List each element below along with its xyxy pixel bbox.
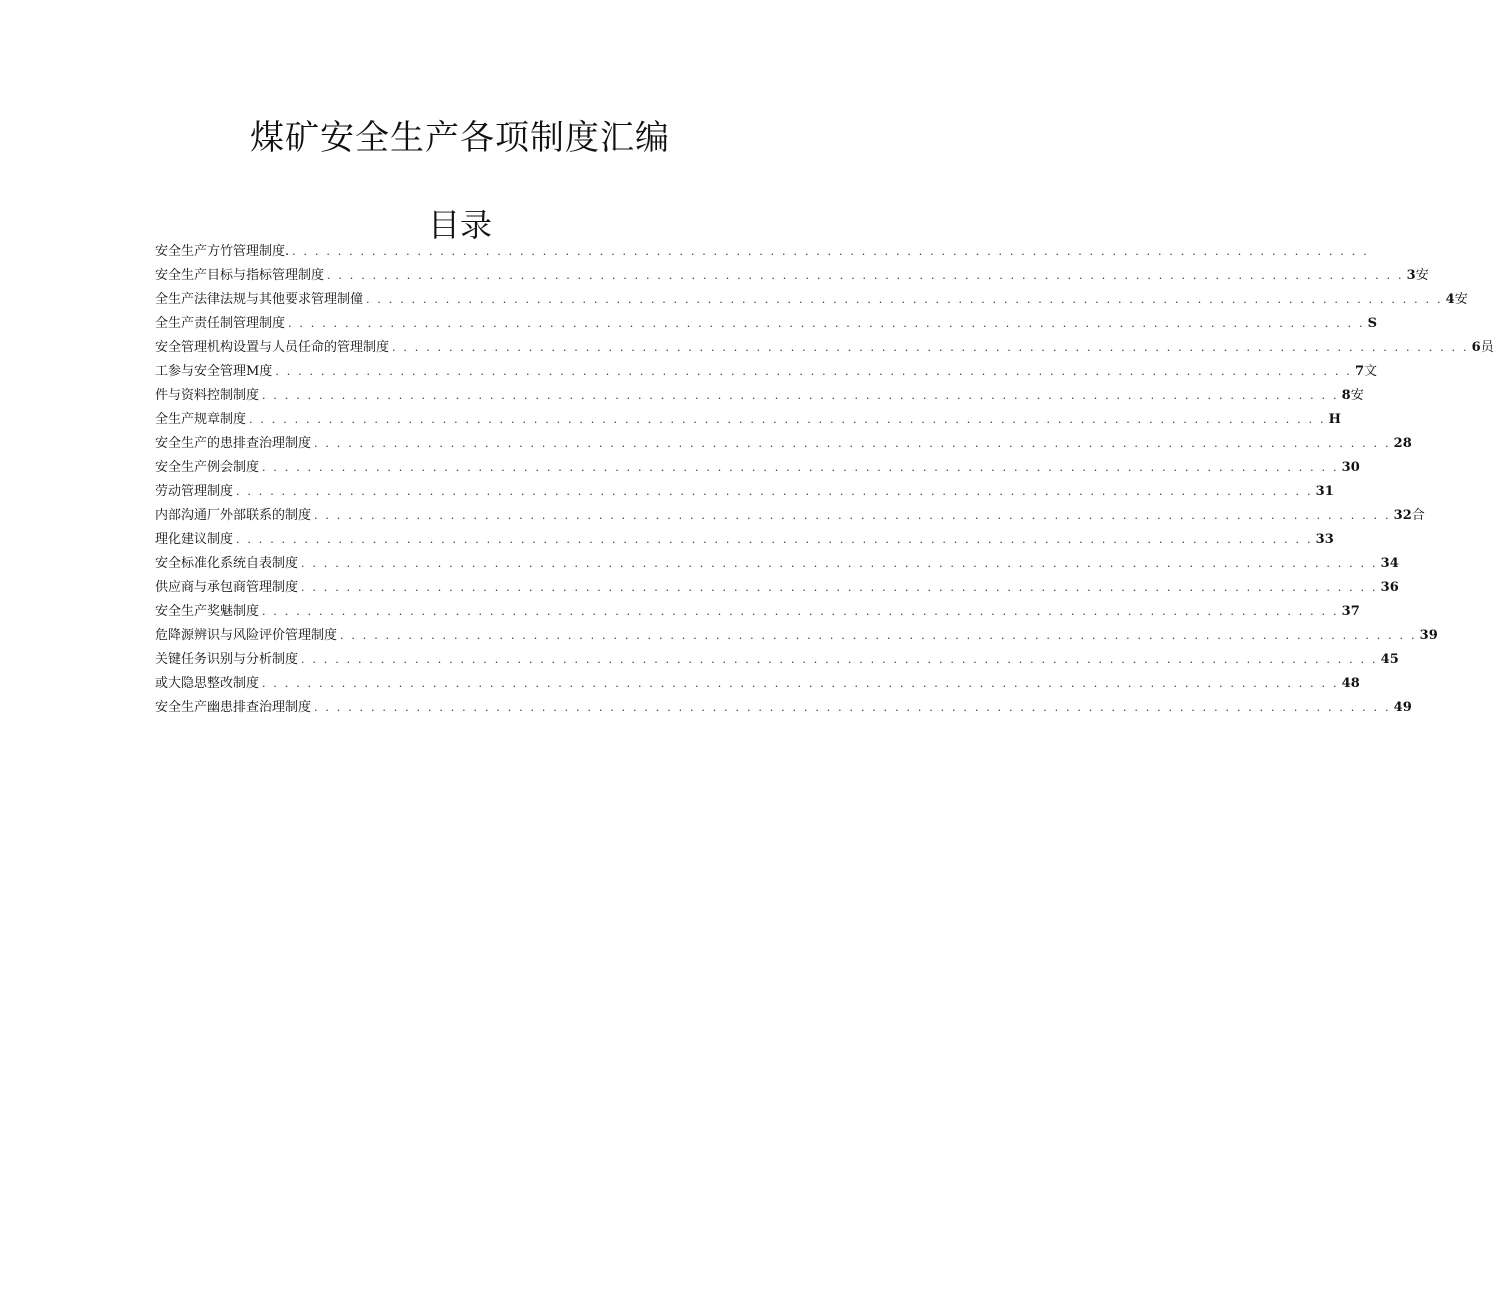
toc-entry[interactable]: [155, 360, 1378, 384]
toc-entry-title: 安全生产奖魅制度: [155, 604, 260, 619]
toc-page-number: 4: [1445, 292, 1455, 307]
toc-entry[interactable]: [155, 648, 1399, 672]
toc-entry[interactable]: [155, 624, 1438, 648]
toc-leader-dots: . . . . . . . . . . . . . . . . . . . . . . . . . . . . . . . . . . . . . . . . . . . . . . . . . . . . . . . . . . . . . . . . . . . . . . . . . . . . . . . . . . . . . . . . . . . . . . .: [262, 461, 1339, 474]
toc-leader-dots: . . . . . . . . . . . . . . . . . . . . . . . . . . . . . . . . . . . . . . . . . . . . . . . . . . . . . . . . . . . . . . . . . . . . . . . . . . . . . . . . . . . . . . . . . . . . . . .: [236, 533, 1313, 546]
toc-page-number: 3: [1406, 268, 1416, 283]
toc-entry-title: 安全生产目标与指标管理制度: [155, 268, 325, 283]
toc-page-number: 37: [1341, 604, 1360, 619]
toc-entry-title: 关键任务识别与分析制度: [155, 652, 299, 667]
toc-entry-title: 工参与安全管理M度: [155, 364, 273, 379]
toc-wrapped-text: 员: [1480, 340, 1494, 355]
toc-leader-dots: . . . . . . . . . . . . . . . . . . . . . . . . . . . . . . . . . . . . . . . . . . . . . . . . . . . . . . . . . . . . . . . . . . . . . . . . . . . . . . . . . . . . . . . . . . . . . . .: [392, 341, 1469, 354]
toc-entry[interactable]: [155, 408, 1341, 432]
toc-entry[interactable]: [155, 432, 1412, 456]
toc-leader-dots: . . . . . . . . . . . . . . . . . . . . . . . . . . . . . . . . . . . . . . . . . . . . . . . . . . . . . . . . . . . . . . . . . . . . . . . . . . . . . . . . . . . . . . . . . . . . . . .: [314, 509, 1391, 522]
toc-entry[interactable]: [155, 480, 1334, 504]
toc-entry-title: 劳动管理制度: [155, 484, 234, 499]
toc-page-number: 31: [1315, 484, 1334, 499]
toc-entry-title: 安全生产例会制度: [155, 460, 260, 475]
toc-leader-dots: . . . . . . . . . . . . . . . . . . . . . . . . . . . . . . . . . . . . . . . . . . . . . . . . . . . . . . . . . . . . . . . . . . . . . . . . . . . . . . . . . . . . . . . . . . . . . . .: [236, 485, 1313, 498]
toc-entry[interactable]: [155, 696, 1412, 720]
toc-page-number: 6: [1471, 340, 1481, 355]
toc-entry-title: 全生产法律法规与其他要求管理制僮: [155, 292, 364, 307]
toc-leader-dots: . . . . . . . . . . . . . . . . . . . . . . . . . . . . . . . . . . . . . . . . . . . . . . . . . . . . . . . . . . . . . . . . . . . . . . . . . . . . . . . . . . . . . . . . . . . . . . .: [249, 413, 1326, 426]
table-of-contents: [155, 240, 1494, 720]
toc-leader-dots: . . . . . . . . . . . . . . . . . . . . . . . . . . . . . . . . . . . . . . . . . . . . . . . . . . . . . . . . . . . . . . . . . . . . . . . . . . . . . . . . . . . . . . . . . . . . . . .: [262, 389, 1339, 402]
toc-leader-dots: . . . . . . . . . . . . . . . . . . . . . . . . . . . . . . . . . . . . . . . . . . . . . . . . . . . . . . . . . . . . . . . . . . . . . . . . . . . . . . . . . . . . . . . . . . . . . . .: [301, 653, 1378, 666]
toc-wrapped-text: 安: [1415, 268, 1429, 283]
toc-entry[interactable]: [155, 504, 1425, 528]
toc-heading: 目录: [427, 206, 492, 244]
toc-entry[interactable]: [155, 264, 1429, 288]
toc-entry-title: 全生产责任制管理制度: [155, 316, 286, 331]
toc-page-number: H: [1328, 412, 1341, 427]
toc-page-number: 32: [1393, 508, 1412, 523]
toc-leader-dots: . . . . . . . . . . . . . . . . . . . . . . . . . . . . . . . . . . . . . . . . . . . . . . . . . . . . . . . . . . . . . . . . . . . . . . . . . . . . . . . . . . . . . . . . . . . . . . .: [275, 365, 1352, 378]
toc-entry-title: 安全管理机构设置与人员任命的管理制度: [155, 340, 390, 355]
toc-leader-dots: . . . . . . . . . . . . . . . . . . . . . . . . . . . . . . . . . . . . . . . . . . . . . . . . . . . . . . . . . . . . . . . . . . . . . . . . . . . . . . . . . . . . . . . . . . . . . . .: [314, 437, 1391, 450]
toc-entry[interactable]: [155, 288, 1468, 312]
toc-page-number: 28: [1393, 436, 1412, 451]
toc-entry[interactable]: [155, 240, 1369, 264]
toc-entry[interactable]: [155, 576, 1399, 600]
toc-entry-title: 全生产规章制度: [155, 412, 247, 427]
toc-entry-title: 安全生产幽患排查治理制度: [155, 700, 312, 715]
toc-wrapped-text: 合: [1411, 508, 1425, 523]
toc-wrapped-text: 文: [1364, 364, 1378, 379]
toc-entry-title: 安全生产的患排查治理制度: [155, 436, 312, 451]
toc-leader-dots: . . . . . . . . . . . . . . . . . . . . . . . . . . . . . . . . . . . . . . . . . . . . . . . . . . . . . . . . . . . . . . . . . . . . . . . . . . . . . . . . . . . . . . . . . . . . . . .: [340, 629, 1417, 642]
toc-leader-dots: . . . . . . . . . . . . . . . . . . . . . . . . . . . . . . . . . . . . . . . . . . . . . . . . . . . . . . . . . . . . . . . . . . . . . . . . . . . . . . . . . . . . . . . . . . . . . . .: [292, 245, 1369, 258]
toc-entry-title: 危降源辨识与风险评价管理制度: [155, 628, 338, 643]
toc-page-number: 8: [1341, 388, 1351, 403]
toc-page-number: 34: [1380, 556, 1399, 571]
toc-entry-title: 安全标准化系统自表制度: [155, 556, 299, 571]
toc-page-number: 7: [1354, 364, 1365, 379]
toc-leader-dots: . . . . . . . . . . . . . . . . . . . . . . . . . . . . . . . . . . . . . . . . . . . . . . . . . . . . . . . . . . . . . . . . . . . . . . . . . . . . . . . . . . . . . . . . . . . . . . .: [301, 557, 1378, 570]
toc-page-number: S: [1367, 316, 1378, 331]
toc-wrapped-text: 安: [1454, 292, 1468, 307]
toc-page-number: 45: [1380, 652, 1399, 667]
toc-leader-dots: . . . . . . . . . . . . . . . . . . . . . . . . . . . . . . . . . . . . . . . . . . . . . . . . . . . . . . . . . . . . . . . . . . . . . . . . . . . . . . . . . . . . . . . . . . . . . . .: [301, 581, 1378, 594]
toc-wrapped-text: 安: [1350, 388, 1364, 403]
toc-entry[interactable]: [155, 384, 1364, 408]
toc-leader-dots: . . . . . . . . . . . . . . . . . . . . . . . . . . . . . . . . . . . . . . . . . . . . . . . . . . . . . . . . . . . . . . . . . . . . . . . . . . . . . . . . . . . . . . . . . . . . . . .: [327, 269, 1404, 282]
toc-leader-dots: . . . . . . . . . . . . . . . . . . . . . . . . . . . . . . . . . . . . . . . . . . . . . . . . . . . . . . . . . . . . . . . . . . . . . . . . . . . . . . . . . . . . . . . . . . . . . . .: [314, 701, 1391, 714]
toc-leader-dots: . . . . . . . . . . . . . . . . . . . . . . . . . . . . . . . . . . . . . . . . . . . . . . . . . . . . . . . . . . . . . . . . . . . . . . . . . . . . . . . . . . . . . . . . . . . . . . .: [262, 605, 1339, 618]
toc-page-number: 39: [1419, 628, 1438, 643]
toc-entry[interactable]: [155, 600, 1360, 624]
toc-entry[interactable]: [155, 552, 1399, 576]
toc-page-number: 36: [1380, 580, 1399, 595]
toc-page-number: 49: [1393, 700, 1412, 715]
toc-entry-title: 内部沟通厂外部联系的制度: [155, 508, 312, 523]
toc-entry[interactable]: [155, 456, 1360, 480]
toc-leader-dots: . . . . . . . . . . . . . . . . . . . . . . . . . . . . . . . . . . . . . . . . . . . . . . . . . . . . . . . . . . . . . . . . . . . . . . . . . . . . . . . . . . . . . . . . . . . . . . .: [366, 293, 1443, 306]
toc-leader-dots: . . . . . . . . . . . . . . . . . . . . . . . . . . . . . . . . . . . . . . . . . . . . . . . . . . . . . . . . . . . . . . . . . . . . . . . . . . . . . . . . . . . . . . . . . . . . . . .: [288, 317, 1365, 330]
toc-entry-title: 供应商与承包商管理制度: [155, 580, 299, 595]
toc-page-number: 48: [1341, 676, 1360, 691]
toc-entry-title: 或大隐思整改制度: [155, 676, 260, 691]
toc-entry[interactable]: [155, 336, 1494, 360]
toc-entry[interactable]: [155, 528, 1334, 552]
toc-entry-title: 理化建议制度: [155, 532, 234, 547]
toc-entry[interactable]: [155, 672, 1360, 696]
toc-entry-title: 安全生产方竹管理制度.: [155, 244, 290, 259]
toc-leader-dots: . . . . . . . . . . . . . . . . . . . . . . . . . . . . . . . . . . . . . . . . . . . . . . . . . . . . . . . . . . . . . . . . . . . . . . . . . . . . . . . . . . . . . . . . . . . . . . .: [262, 677, 1339, 690]
document-title: 煤矿安全生产各项制度汇编: [250, 118, 670, 158]
toc-page-number: 30: [1341, 460, 1360, 475]
toc-entry[interactable]: [155, 312, 1378, 336]
toc-page-number: 33: [1315, 532, 1334, 547]
toc-entry-title: 件与资料控制制度: [155, 388, 260, 403]
